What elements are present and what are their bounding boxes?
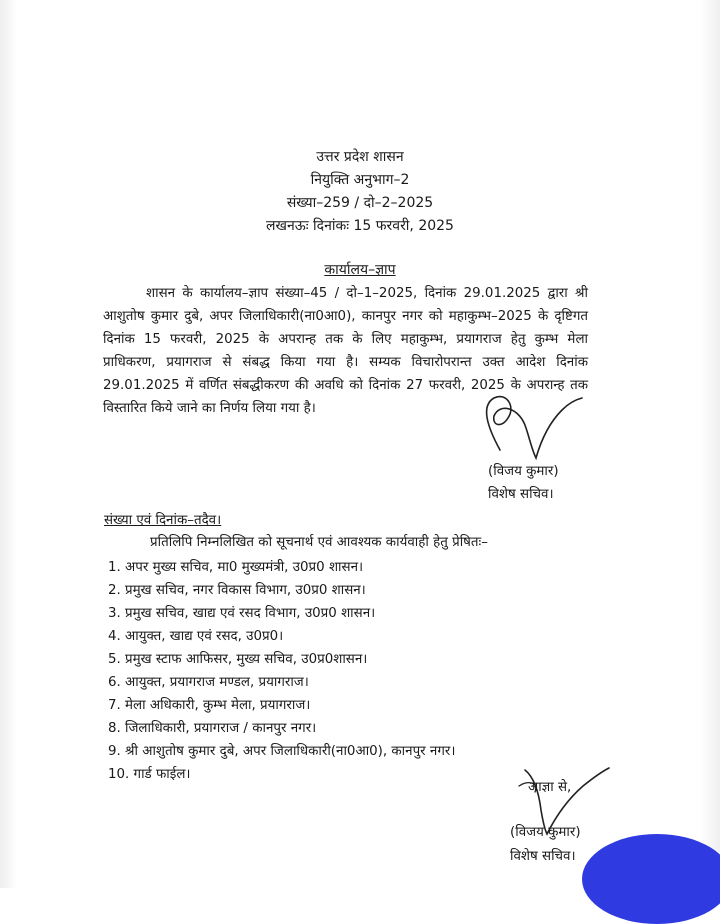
office-memo-title: कार्यालय–ज्ञाप [324, 262, 396, 278]
paragraph-line: विस्तारित किये जाने का निर्णय लिया गया है। [103, 401, 316, 416]
list-item: 2. प्रमुख सचिव, नगर विकास विभाग, उ0प्र0 शासन। [108, 583, 366, 598]
list-item: 8. जिलाधिकारी, प्रयागराज / कानपुर नगर। [108, 721, 317, 736]
list-item: 5. प्रमुख स्टाफ आफिसर, मुख्य सचिव, उ0प्र0शासन। [108, 652, 368, 667]
list-item: 7. मेला अधिकारी, कुम्भ मेला, प्रयागराज। [108, 698, 311, 713]
signature-designation: विशेष सचिव। [488, 487, 554, 502]
by-order-text: आज्ञा से, [528, 780, 572, 795]
signature-name: (विजय कुमार) [510, 825, 581, 840]
copy-intro: प्रतिलिपि निम्नलिखित को सूचनार्थ एवं आवश्यक कार्यवाही हेतु प्रेषितः– [150, 535, 488, 550]
paragraph-line: प्राधिकरण, प्रयागराज से संबद्ध किया गया है। सम्यक विचारोपरान्त उक्त आदेश दिनांक [103, 355, 588, 370]
list-item: 9. श्री आशुतोष कुमार दुबे, अपर जिलाधिकारी(ना0आ0), कानपुर नगर। [108, 744, 456, 759]
paragraph-line: 29.01.2025 में वर्णित संबद्धीकरण की अवधि को दिनांक 27 फरवरी, 2025 के अपरान्ह तक [103, 378, 588, 393]
list-item: 4. आयुक्त, खाद्य एवं रसद, उ0प्र0। [108, 629, 284, 644]
signature-name: (विजय कुमार) [488, 464, 559, 479]
list-item: 1. अपर मुख्य सचिव, मा0 मुख्यमंत्री, उ0प्र0 शासन। [108, 560, 364, 575]
paragraph-line: दिनांक 15 फरवरी, 2025 के अपरान्ह तक के लिए महाकुम्भ, प्रयागराज हेतु कुम्भ मेला [103, 332, 588, 347]
list-item: 6. आयुक्त, प्रयागराज मण्डल, प्रयागराज। [108, 675, 309, 690]
paragraph-line: आशुतोष कुमार दुबे, अपर जिलाधिकारी(ना0आ0), कानपुर नगर को महाकुम्भ–2025 के दृष्टिगत [103, 309, 588, 324]
handwritten-signature [470, 388, 590, 468]
header-section: नियुक्ति अनुभाग–2 [310, 172, 410, 188]
paragraph-line: शासन के कार्यालय–ज्ञाप संख्या–45 / दो–1–2025, दिनांक 29.01.2025 द्वारा श्री [146, 286, 588, 301]
signature-designation: विशेष सचिव। [510, 849, 576, 864]
list-item: 10. गार्ड फाईल। [108, 767, 191, 782]
header-date: लखनऊः दिनांकः 15 फरवरी, 2025 [266, 218, 454, 234]
header-government: उत्तर प्रदेश शासन [316, 149, 404, 165]
corner-blob [582, 834, 720, 924]
copy-reference-heading: संख्या एवं दिनांक–तदैव। [104, 513, 222, 528]
header-number: संख्या–259 / दो–2–2025 [286, 195, 434, 211]
list-item: 3. प्रमुख सचिव, खाद्य एवं रसद विभाग, उ0प्र0 शासन। [108, 606, 376, 621]
